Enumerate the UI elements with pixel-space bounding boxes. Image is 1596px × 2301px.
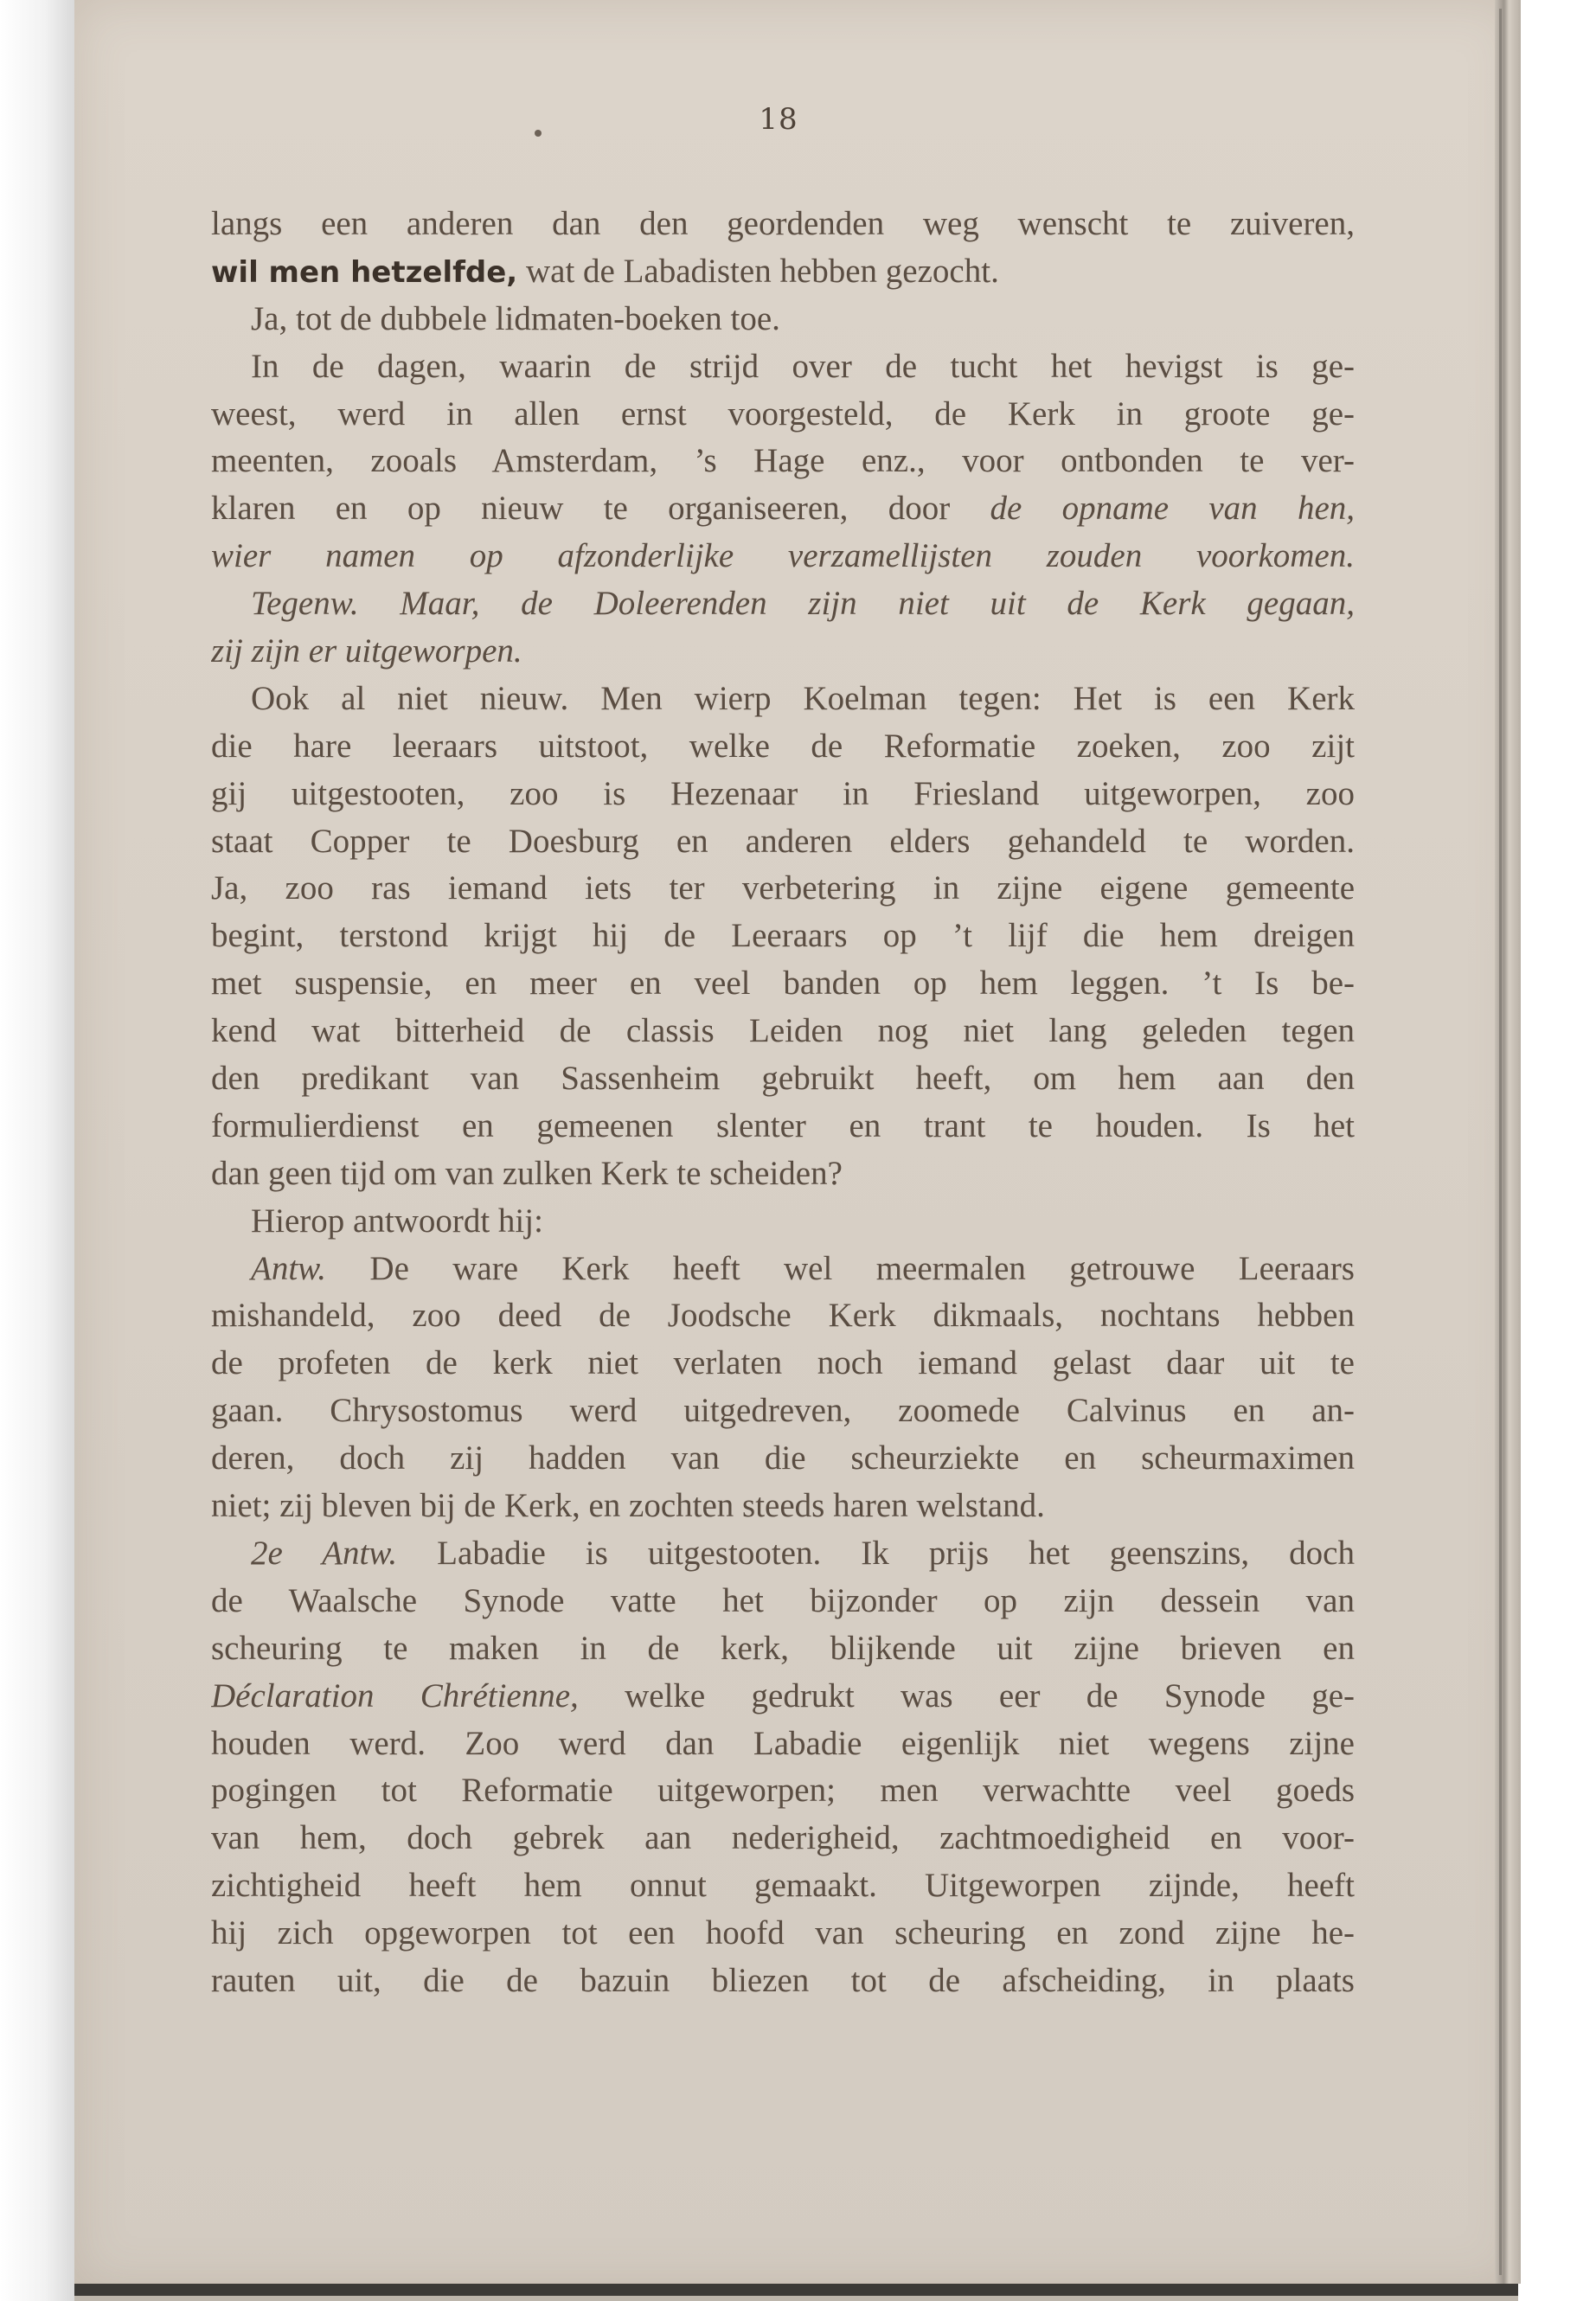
text-segment: Déclaration Chrétienne,: [211, 1676, 579, 1715]
text-line: [211, 723, 1355, 771]
text-line: [211, 343, 1355, 391]
text-line: [211, 818, 1355, 866]
text-segment: Labadie is uitgestooten. Ik prijs het geenszins, doch: [397, 1534, 1355, 1572]
text-segment: Ja, zoo ras iemand iets ter verbetering in zijne eigene gemeente: [211, 869, 1355, 907]
text-line: [211, 1340, 1355, 1388]
text-line: [211, 391, 1355, 439]
text-segment: zij zijn er uitgeworpen.: [211, 632, 522, 670]
text-line: [211, 1103, 1355, 1150]
text-line: [211, 676, 1355, 723]
text-line: [211, 865, 1355, 913]
text-segment: formulierdienst en gemeenen slenter en trant te houden. Is het: [211, 1106, 1355, 1144]
text-segment: houden werd. Zoo werd dan Labadie eigenlijk niet wegens zijne: [211, 1724, 1355, 1762]
text-segment: meenten, zooals Amsterdam, ’s Hage enz., voor ontbonden te ver-: [211, 442, 1355, 480]
text-segment: met suspensie, en meer en veel banden op hem leggen. ’t Is be-: [211, 965, 1355, 1003]
scan-margin-right: [1518, 0, 1596, 2301]
text-line: [211, 1435, 1355, 1483]
text-segment: niet; zij bleven bij de Kerk, en zochten steeds haren welstand.: [211, 1487, 1045, 1525]
text-line: [211, 533, 1355, 580]
page-edge-line: [1499, 9, 1502, 2275]
text-line: [211, 1246, 1355, 1293]
text-line: [211, 628, 1355, 676]
body-text: [211, 201, 1355, 2005]
text-segment: weest, werd in allen ernst voorgesteld, de Kerk in groote ge-: [211, 394, 1355, 433]
text-segment: scheuring te maken in de kerk, blijkende uit zijne brieven en: [211, 1629, 1355, 1667]
text-line: [211, 1767, 1355, 1815]
text-segment: staat Copper te Doesburg en anderen elders gehandeld te worden.: [211, 822, 1355, 860]
text-line: [211, 1958, 1355, 2005]
text-line: [211, 1530, 1355, 1578]
text-line: [211, 1625, 1355, 1673]
text-segment: klaren en op nieuw te organiseeren, door: [211, 490, 990, 528]
text-segment: In de dagen, waarin de strijd over de tucht het hevigst is ge-: [251, 347, 1355, 385]
text-segment: mishandeld, zoo deed de Joodsche Kerk dikmaals, nochtans hebben: [211, 1297, 1355, 1335]
text-segment: wier namen op afzonderlijke verzamellijsten zouden voorkomen.: [211, 537, 1355, 575]
text-line: [211, 771, 1355, 818]
text-line: [211, 438, 1355, 485]
text-segment: wil men hetzelfde,: [211, 254, 518, 290]
text-line: [211, 248, 1355, 296]
text-segment: De ware Kerk heeft wel meermalen getrouwe Leeraars: [326, 1249, 1355, 1287]
text-segment: de opname van hen,: [990, 490, 1355, 528]
text-line: [211, 1815, 1355, 1862]
text-line: [211, 485, 1355, 533]
text-segment: deren, doch zij hadden van die scheurziekte en scheurmaximen: [211, 1439, 1355, 1477]
text-segment: de Waalsche Synode vatte het bijzonder op zijn dessein van: [211, 1581, 1355, 1619]
text-segment: wat de Labadisten hebben gezocht.: [517, 252, 999, 290]
page-bottom-margin: [74, 2296, 1518, 2301]
text-line: [211, 1862, 1355, 1910]
text-segment: welke gedrukt was eer de Synode ge-: [578, 1676, 1355, 1715]
ink-dot: [535, 130, 542, 137]
text-segment: zichtigheid heeft hem onnut gemaakt. Uitgeworpen zijnde, heeft: [211, 1867, 1355, 1905]
text-line: [211, 1388, 1355, 1435]
text-line: [211, 1008, 1355, 1055]
text-segment: Ook al niet nieuw. Men wierp Koelman tegen: Het is een Kerk: [251, 679, 1355, 717]
text-line: [211, 1673, 1355, 1721]
text-line: [211, 913, 1355, 960]
text-segment: rauten uit, die de bazuin bliezen tot de afscheiding, in plaats: [211, 1961, 1355, 1999]
text-line: [211, 201, 1355, 248]
text-segment: Ja, tot de dubbele lidmaten-boeken toe.: [251, 299, 780, 337]
text-line: [211, 1198, 1355, 1246]
text-line: [211, 1483, 1355, 1530]
text-segment: 2e Antw.: [251, 1534, 398, 1572]
text-segment: Tegenw. Maar, de Doleerenden zijn niet uit de Kerk gegaan,: [251, 585, 1355, 623]
page-bottom-edge: [74, 2284, 1518, 2296]
text-segment: die hare leeraars uitstoot, welke de Reformatie zoeken, zoo zijt: [211, 727, 1355, 765]
text-line: [211, 960, 1355, 1008]
text-segment: de profeten de kerk niet verlaten noch iemand gelast daar uit te: [211, 1344, 1355, 1382]
text-line: [211, 1910, 1355, 1958]
text-line: [211, 1292, 1355, 1340]
scan-shadow-left: [0, 0, 74, 2301]
text-segment: kend wat bitterheid de classis Leiden nog niet lang geleden tegen: [211, 1012, 1355, 1050]
text-segment: langs een anderen dan den geordenden weg wenscht te zuiveren,: [211, 205, 1355, 242]
text-segment: gaan. Chrysostomus werd uitgedreven, zoomede Calvinus en an-: [211, 1392, 1355, 1430]
text-line: [211, 1055, 1355, 1103]
text-segment: Hierop antwoordt hij:: [251, 1202, 543, 1240]
text-line: [211, 1721, 1355, 1768]
text-segment: hij zich opgeworpen tot een hoofd van scheuring en zond zijne he-: [211, 1914, 1355, 1952]
text-line: [211, 296, 1355, 343]
page-number: 18: [759, 102, 798, 137]
text-segment: begint, terstond krijgt hij de Leeraars op ’t lijf die hem dreigen: [211, 917, 1355, 955]
text-line: [211, 580, 1355, 628]
text-segment: den predikant van Sassenheim gebruikt heeft, om hem aan den: [211, 1060, 1355, 1098]
text-segment: pogingen tot Reformatie uitgeworpen; men verwachtte veel goeds: [211, 1772, 1355, 1810]
text-segment: gij uitgestooten, zoo is Hezenaar in Friesland uitgeworpen, zoo: [211, 774, 1355, 812]
text-segment: van hem, doch gebrek aan nederigheid, zachtmoedigheid en voor-: [211, 1819, 1355, 1857]
text-segment: dan geen tijd om van zulken Kerk te scheiden?: [211, 1154, 843, 1192]
text-segment: Antw.: [251, 1249, 327, 1287]
text-line: [211, 1150, 1355, 1198]
text-line: [211, 1578, 1355, 1625]
